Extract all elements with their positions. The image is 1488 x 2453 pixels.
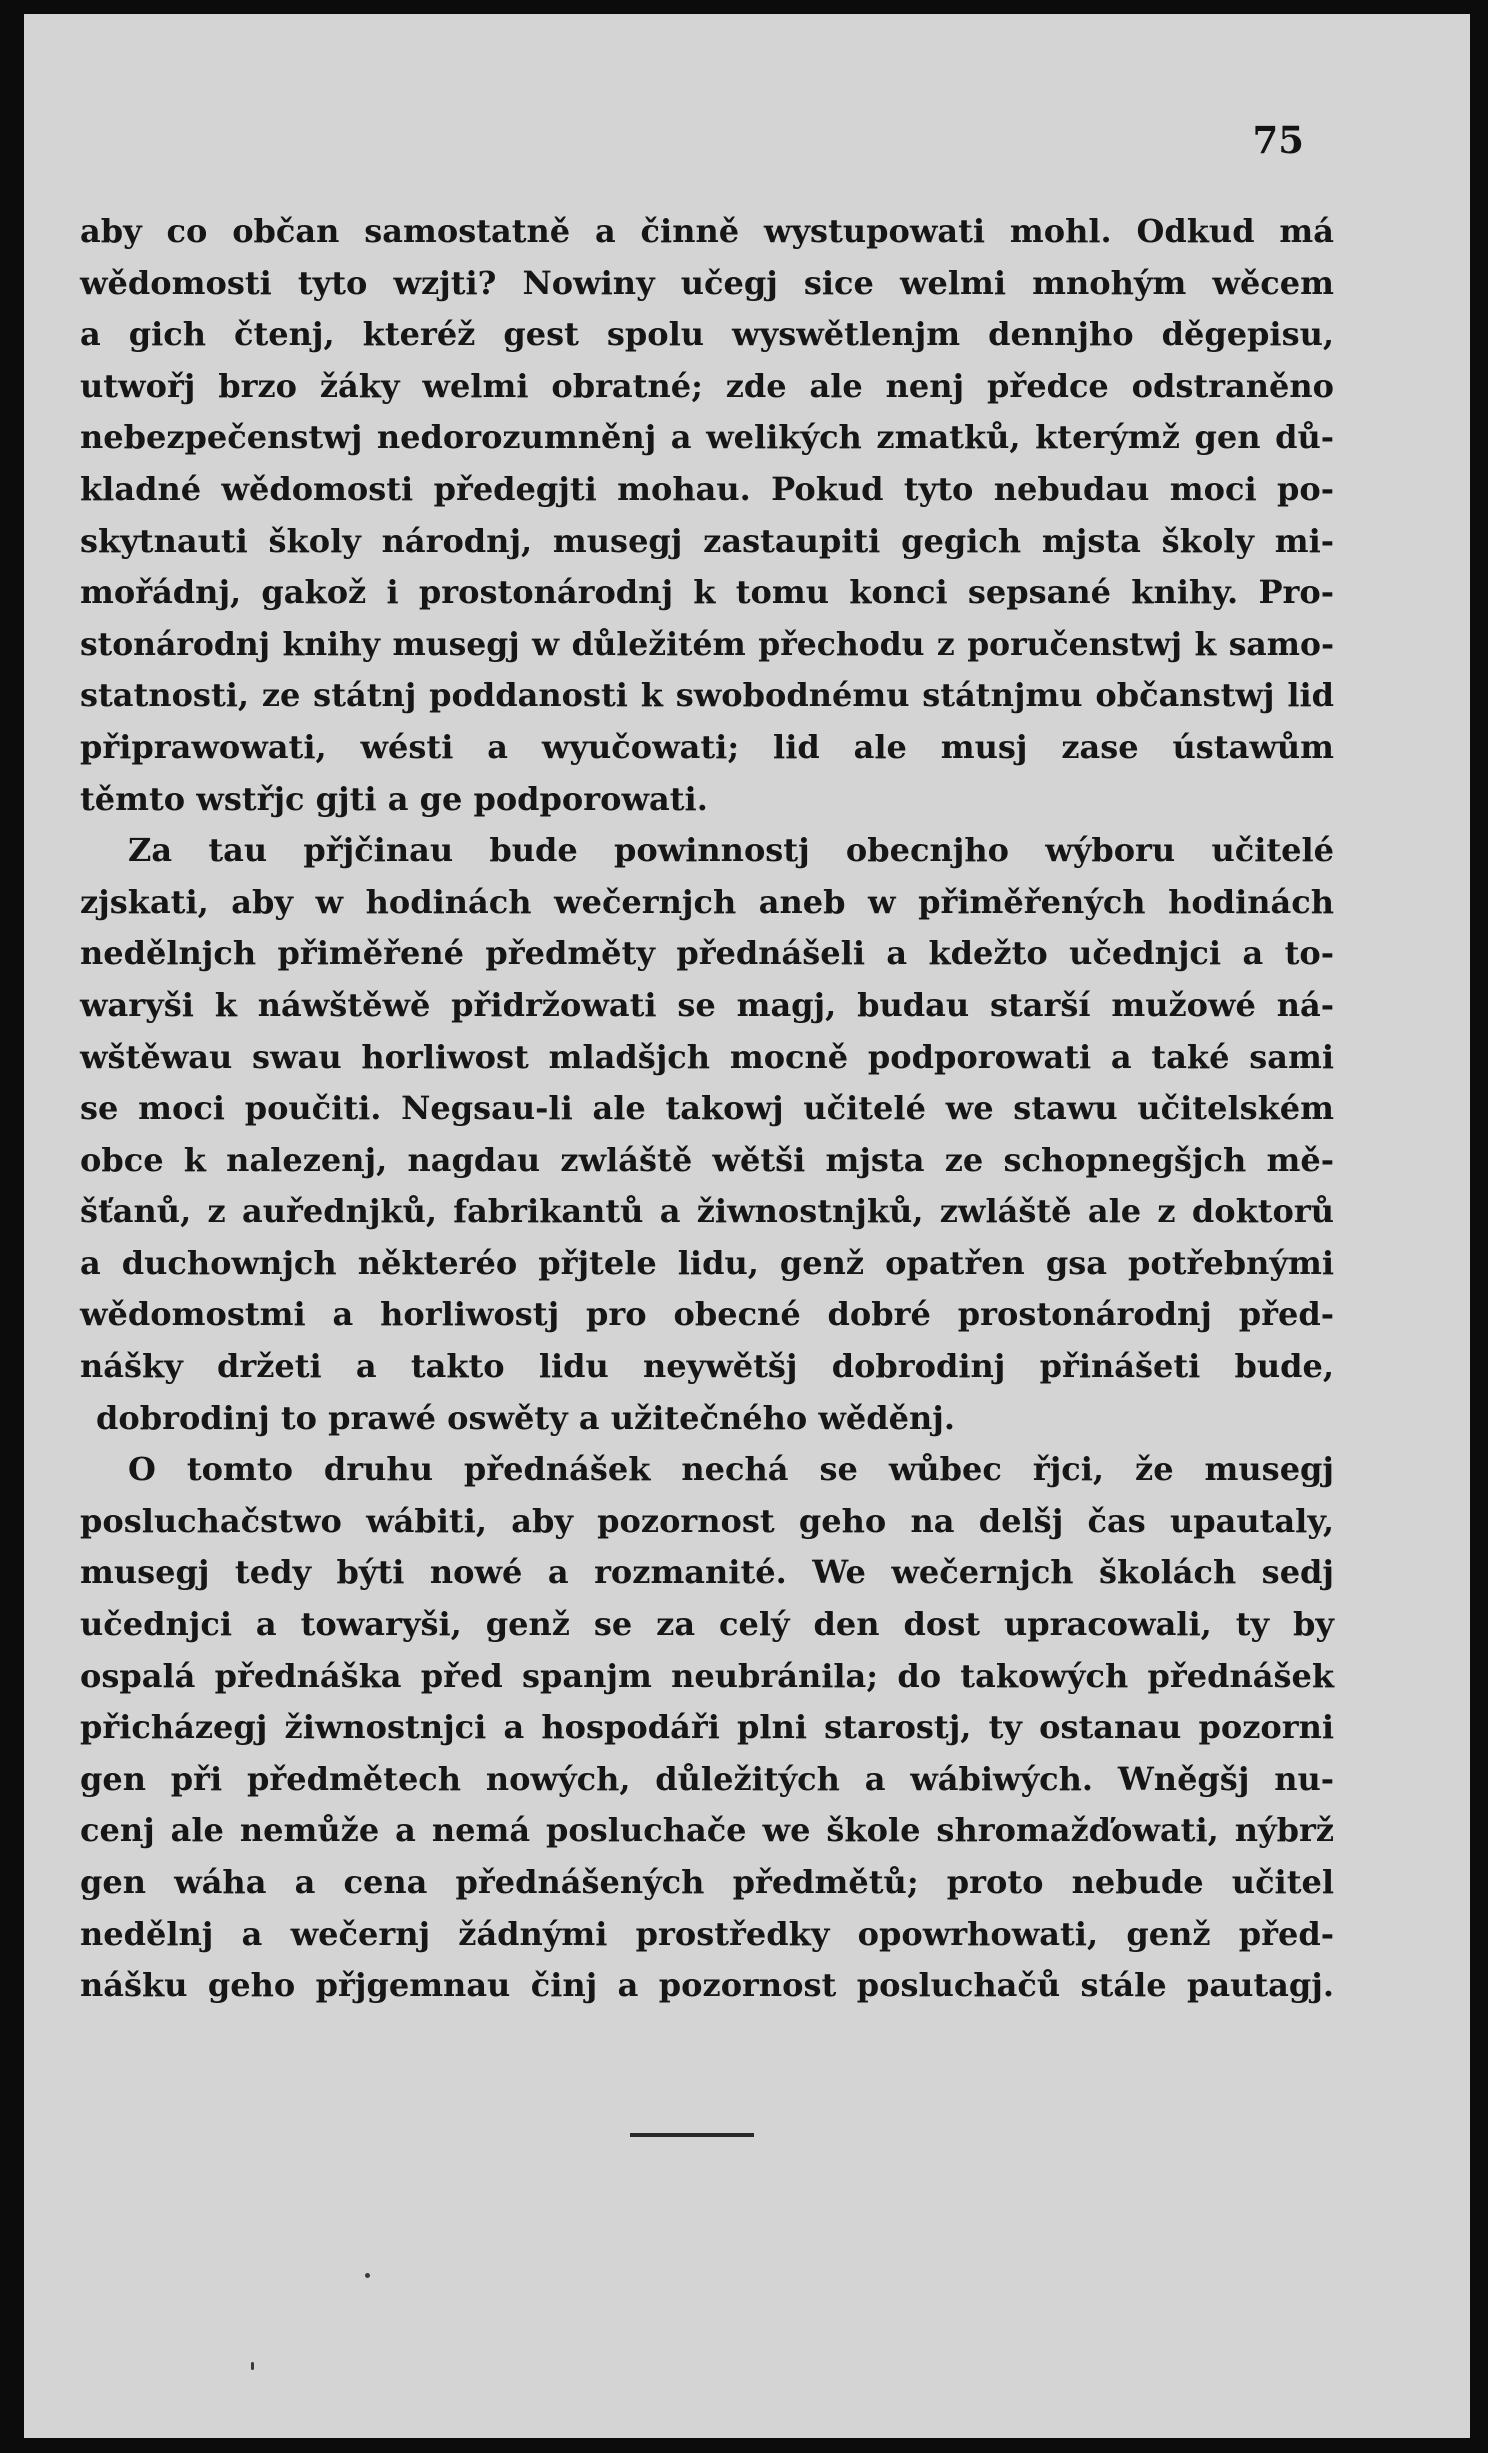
- text-line: gen při předmětech nowých, důležitých a wábiwých. Wněgšj nu-: [80, 1759, 1334, 1798]
- text-line: statnosti, ze státnj poddanosti k swobodnému státnjmu občanstwj lid: [80, 676, 1334, 715]
- text-line: nášku geho přjgemnau činj a pozornost posluchačů stále pautagj.: [80, 1966, 1334, 2005]
- text-line: těmto wstřjc gjti a ge podporowati.: [80, 779, 708, 818]
- book-page: [24, 14, 1470, 2438]
- body-text: [80, 206, 1334, 2012]
- text-line: wědomostmi a horliwostj pro obecné dobré prostonárodnj před-: [80, 1295, 1334, 1334]
- section-divider: [630, 2133, 754, 2137]
- text-line: Za tau přjčinau bude powinnostj obecnjho wýboru učitelé: [128, 831, 1334, 870]
- text-line: šťanů, z auřednjků, fabrikantů a žiwnostnjků, zwláště ale z doktorů: [80, 1192, 1334, 1231]
- text-line: musegj tedy býti nowé a rozmanité. We wečernjch školách sedj: [80, 1553, 1334, 1592]
- text-line: a duchownjch některéo přjtele lidu, genž opatřen gsa potřebnými: [80, 1243, 1334, 1282]
- text-line: přicházegj žiwnostnjci a hospodáři plni starostj, ty ostanau pozorni: [80, 1708, 1334, 1747]
- text-line: dobrodinj to prawé oswěty a užitečného wěděnj.: [96, 1398, 955, 1437]
- text-line: se moci poučiti. Negsau-li ale takowj učitelé we stawu učitelském: [80, 1089, 1334, 1128]
- text-line: posluchačstwo wábiti, aby pozornost geho na delšj čas upautaly,: [80, 1501, 1334, 1540]
- text-line: waryši k náwštěwě přidržowati se magj, budau starší mužowé ná-: [80, 985, 1334, 1024]
- text-line: stonárodnj knihy musegj w důležitém přechodu z poručenstwj k samo-: [80, 625, 1334, 663]
- paragraph: [80, 825, 1334, 1444]
- print-speck: [251, 2362, 254, 2370]
- text-line: wštěwau swau horliwost mladšjch mocně podporowati a také sami: [80, 1037, 1334, 1076]
- text-line: kladné wědomosti předegjti mohau. Pokud tyto nebudau moci po-: [80, 469, 1334, 508]
- text-line: ospalá přednáška před spanjm neubránila; do takowých přednášek: [80, 1656, 1334, 1695]
- text-line: cenj ale nemůže a nemá posluchače we škole shromažďowati, nýbrž: [80, 1811, 1334, 1850]
- text-line: nebezpečenstwj nedorozumněnj a welikých zmatků, kterýmž gen dů-: [80, 418, 1334, 457]
- text-line: O tomto druhu přednášek nechá se wůbec řjci, že musegj: [128, 1450, 1334, 1489]
- text-line: a gich čtenj, kteréž gest spolu wyswětlenjm dennjho děgepisu,: [80, 315, 1334, 354]
- text-line: nedělnjch přiměřené předměty přednášeli a kdežto učednjci a to-: [80, 934, 1334, 973]
- text-line: nášky držeti a takto lidu neywětšj dobrodinj přinášeti bude,: [80, 1347, 1334, 1386]
- text-line: nedělnj a wečernj žádnými prostředky opowrhowati, genž před-: [80, 1914, 1334, 1953]
- text-line: wědomosti tyto wzjti? Nowiny učegj sice welmi mnohým wěcem: [80, 263, 1334, 302]
- paragraph: [80, 1444, 1334, 2012]
- text-line: gen wáha a cena přednášených předmětů; proto nebude učitel: [80, 1863, 1334, 1901]
- print-speck: [365, 2273, 370, 2278]
- text-line: obce k nalezenj, nagdau zwláště wětši mjsta ze schopnegšjch mě-: [80, 1140, 1334, 1179]
- paragraph: [80, 206, 1334, 825]
- text-line: mořádnj, gakož i prostonárodnj k tomu konci sepsané knihy. Pro-: [80, 573, 1334, 612]
- text-line: utwořj brzo žáky welmi obratné; zde ale nenj předce odstraněno: [80, 366, 1334, 405]
- text-line: aby co občan samostatně a činně wystupowati mohl. Odkud má: [80, 212, 1334, 250]
- text-line: učednjci a towaryši, genž se za celý den dost upracowali, ty by: [80, 1605, 1334, 1644]
- text-line: skytnauti školy národnj, musegj zastaupiti gegich mjsta školy mi-: [80, 521, 1334, 560]
- page-number: 75: [1252, 118, 1304, 162]
- text-line: zjskati, aby w hodinách wečernjch aneb w přiměřených hodinách: [80, 882, 1334, 921]
- text-line: připrawowati, wésti a wyučowati; lid ale musj zase ústawům: [80, 727, 1334, 766]
